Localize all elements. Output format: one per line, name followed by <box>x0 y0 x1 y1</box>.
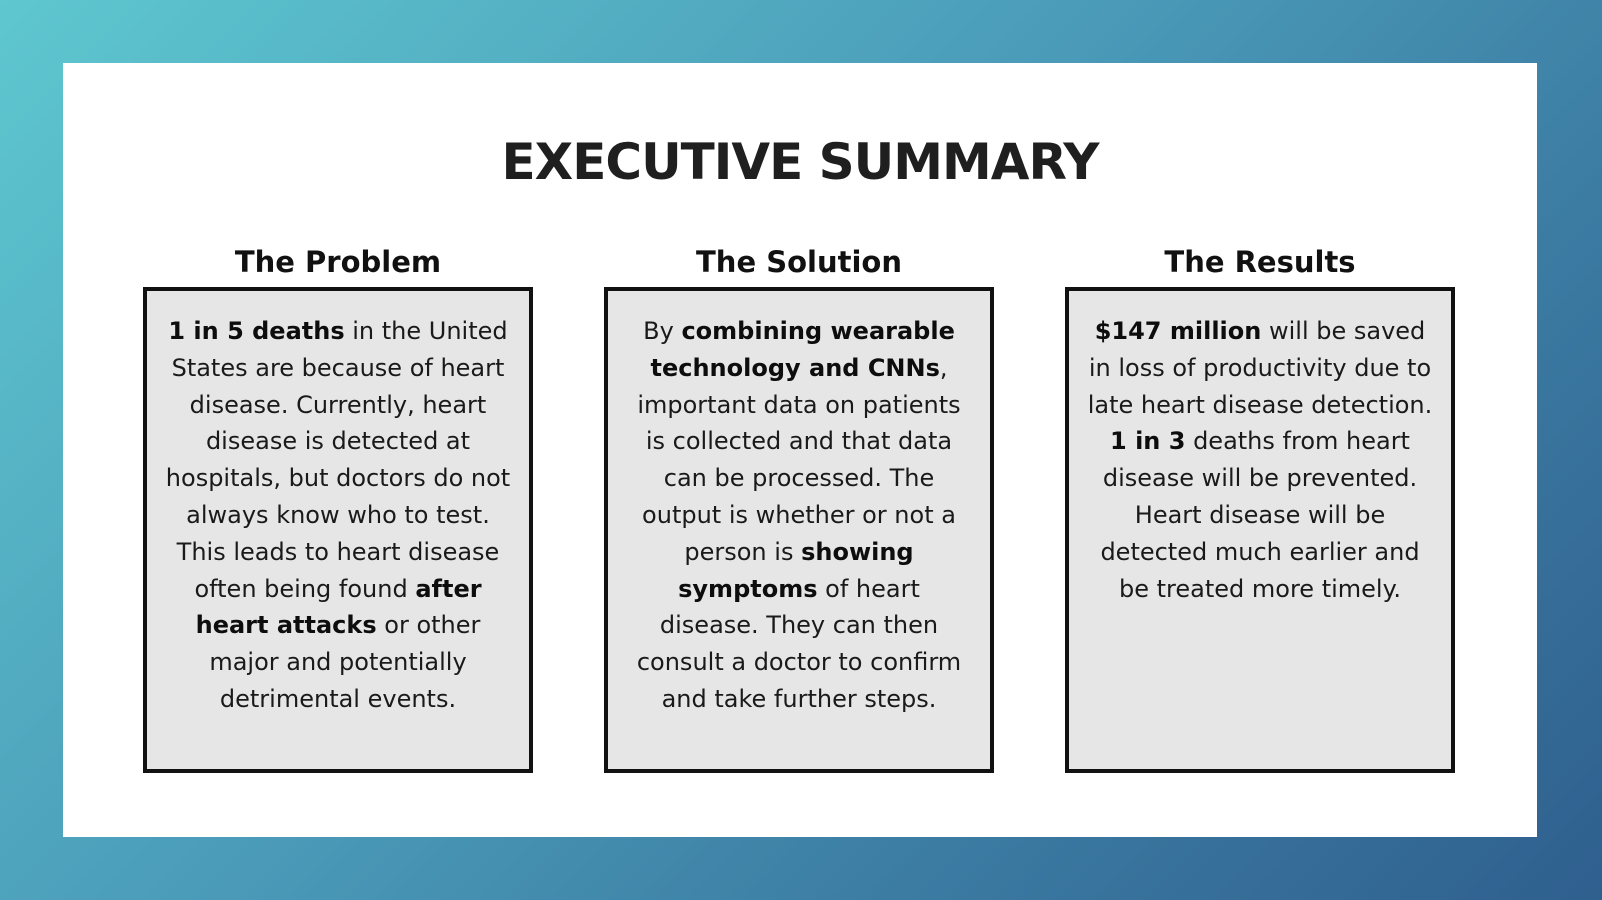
problem-column <box>143 243 533 773</box>
results-text <box>1087 313 1433 607</box>
solution-text <box>626 313 972 718</box>
solution-box <box>604 287 994 773</box>
results-bold-1: $147 million <box>1094 317 1262 345</box>
results-column <box>1065 243 1455 773</box>
problem-bold-2: after heart attacks <box>195 574 482 640</box>
solution-heading: The Solution <box>696 245 902 279</box>
page-title: EXECUTIVE SUMMARY <box>501 133 1099 191</box>
problem-bold-1: 1 in 5 deaths <box>168 317 345 345</box>
solution-column <box>604 243 994 773</box>
problem-text <box>165 313 511 718</box>
results-box <box>1065 287 1455 773</box>
results-text-1: will be saved in loss of productivity due to late heart disease detection. <box>1087 317 1433 419</box>
results-heading: The Results <box>1164 245 1356 279</box>
problem-heading: The Problem <box>234 245 442 279</box>
problem-box <box>143 287 533 773</box>
results-bold-2: 1 in 3 <box>1110 427 1186 456</box>
results-text-2: deaths from heart disease will be prevented. Heart disease will be detected much earlier and be treated more timely. <box>1100 427 1420 603</box>
solution-bold-2: showing symptoms <box>678 537 914 603</box>
slide-panel <box>63 63 1537 837</box>
solution-text-1: By <box>643 317 682 345</box>
problem-text-2: or other major and potentially detrimental events. <box>209 611 481 713</box>
problem-text-1: in the United States are because of heart disease. Currently, heart disease is detected at hospitals, but doctors do not always know who to test. This leads to heart disease often being found <box>165 317 511 603</box>
solution-bold-1: combining wearable technology and CNNs <box>650 317 955 382</box>
solution-text-3: of heart disease. They can then consult a doctor to confirm and take further steps. <box>636 574 962 713</box>
solution-text-2: , important data on patients is collected and that data can be processed. The output is whether or not a person is <box>637 353 961 566</box>
